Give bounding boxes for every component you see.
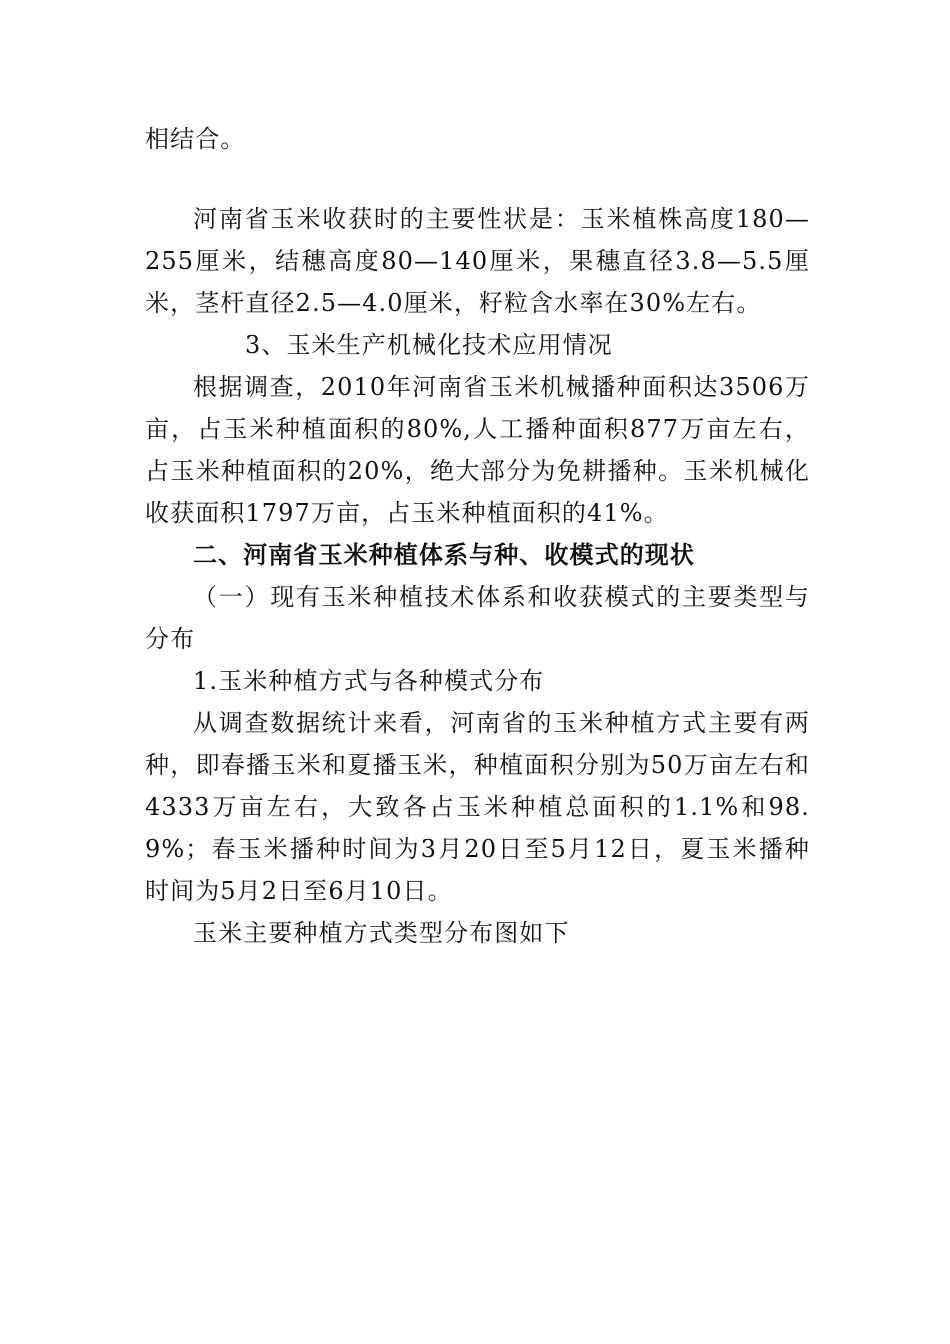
subsection-title-planting-methods: 1.玉米种植方式与各种模式分布 xyxy=(193,667,545,695)
document-body xyxy=(145,118,810,954)
paragraph-survey-results: 根据调查，2010年河南省玉米机械播种面积达3506万亩，占玉米种植面积的80%,人工播种面积877万亩左右，占玉米种植面积的20%，绝大部分为免耕播种。玉米机械化收获面积1797万亩，占玉米种植面积的41%。 xyxy=(145,373,810,527)
paragraph-intro: 相结合。 xyxy=(145,125,246,153)
paragraph-harvest-traits: 河南省玉米收获时的主要性状是：玉米植株高度180—255厘米，结穗高度80—140厘米，果穗直径3.8—5.5厘米，茎杆直径2.5—4.0厘米，籽粒含水率在30%左右。 xyxy=(145,205,810,317)
section-title-current-status: 二、河南省玉米种植体系与种、收模式的现状 xyxy=(193,540,695,569)
paragraph-planting-statistics: 从调查数据统计来看，河南省的玉米种植方式主要有两种，即春播玉米和夏播玉米，种植面积分别为50万亩左右和4333万亩左右，大致各占玉米种植总面积的1.1%和98.9%；春玉米播种时间为3月20日至5月12日，夏玉米播种时间为5月2日至6月10日。 xyxy=(145,709,810,905)
subsection-title-mechanization: 3、玉米生产机械化技术应用情况 xyxy=(245,331,613,359)
subsection-title-types-distribution: （一）现有玉米种植技术体系和收获模式的主要类型与分布 xyxy=(145,583,810,653)
paragraph-distribution-figure-intro: 玉米主要种植方式类型分布图如下 xyxy=(193,919,570,947)
